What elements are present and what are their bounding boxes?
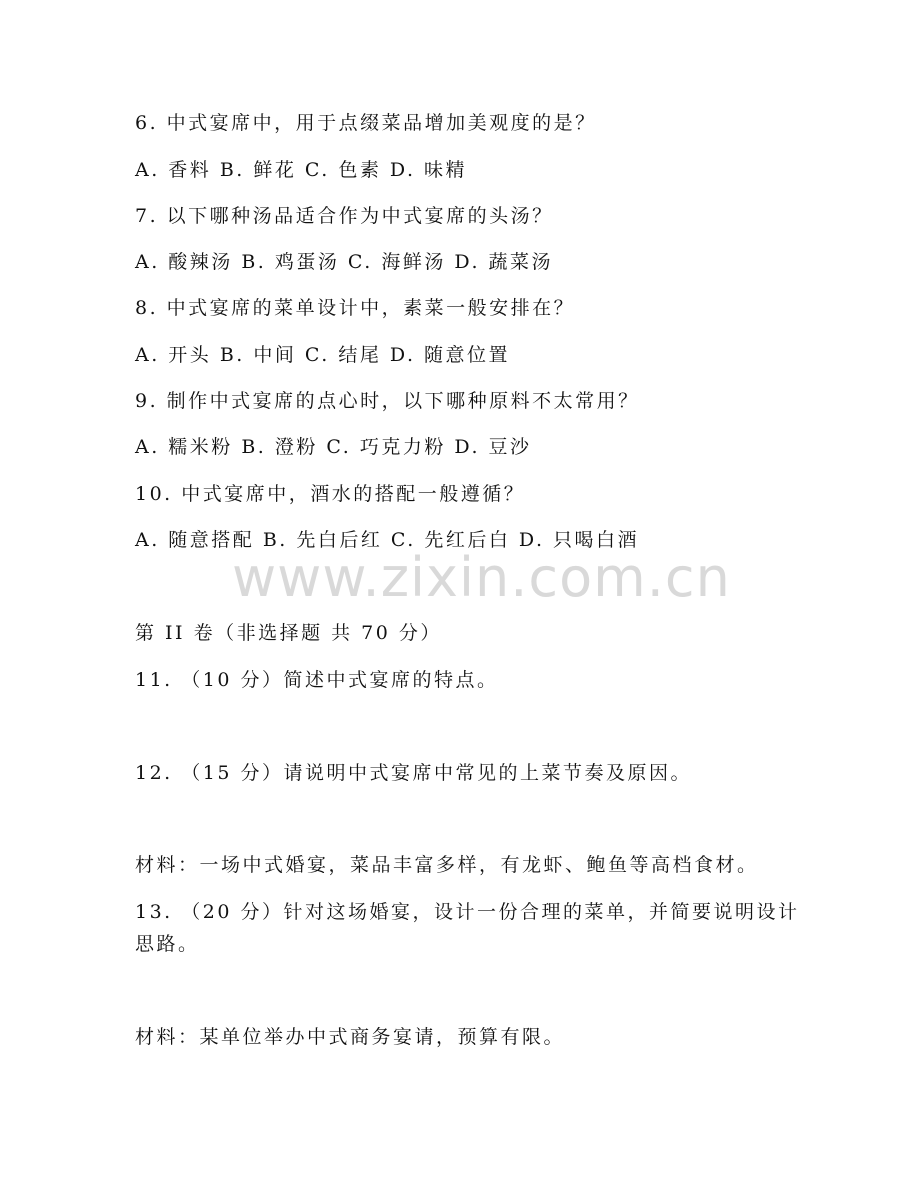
question-6-stem: 6. 中式宴席中，用于点缀菜品增加美观度的是？ <box>135 112 597 134</box>
question-10-options: A. 随意搭配 B. 先白后红 C. 先红后白 D. 只喝白酒 <box>135 529 640 551</box>
question-13-line-1: 13. （20 分）针对这场婚宴，设计一份合理的菜单，并简要说明设计 <box>135 901 800 923</box>
material-1: 材料：一场中式婚宴，菜品丰富多样，有龙虾、鲍鱼等高档食材。 <box>135 854 759 876</box>
question-7-options: A. 酸辣汤 B. 鸡蛋汤 C. 海鲜汤 D. 蔬菜汤 <box>135 251 554 273</box>
watermark: www.zixin.com.cn <box>232 546 731 609</box>
question-8-options: A. 开头 B. 中间 C. 结尾 D. 随意位置 <box>135 344 511 366</box>
question-12: 12. （15 分）请说明中式宴席中常见的上菜节奏及原因。 <box>135 762 692 784</box>
material-2: 材料：某单位举办中式商务宴请，预算有限。 <box>135 1026 566 1048</box>
section-title: 第 II 卷（非选择题 共 70 分） <box>135 622 442 644</box>
question-8-stem: 8. 中式宴席的菜单设计中，素菜一般安排在？ <box>135 297 576 319</box>
question-9-stem: 9. 制作中式宴席的点心时，以下哪种原料不太常用？ <box>135 390 640 412</box>
question-7-stem: 7. 以下哪种汤品适合作为中式宴席的头汤？ <box>135 205 554 227</box>
question-6-options: A. 香料 B. 鲜花 C. 色素 D. 味精 <box>135 159 468 181</box>
question-10-stem: 10. 中式宴席中，酒水的搭配一般遵循？ <box>135 483 526 505</box>
question-13-line-2: 思路。 <box>135 933 200 955</box>
question-11: 11. （10 分）简述中式宴席的特点。 <box>135 669 499 691</box>
question-9-options: A. 糯米粉 B. 澄粉 C. 巧克力粉 D. 豆沙 <box>135 436 532 458</box>
